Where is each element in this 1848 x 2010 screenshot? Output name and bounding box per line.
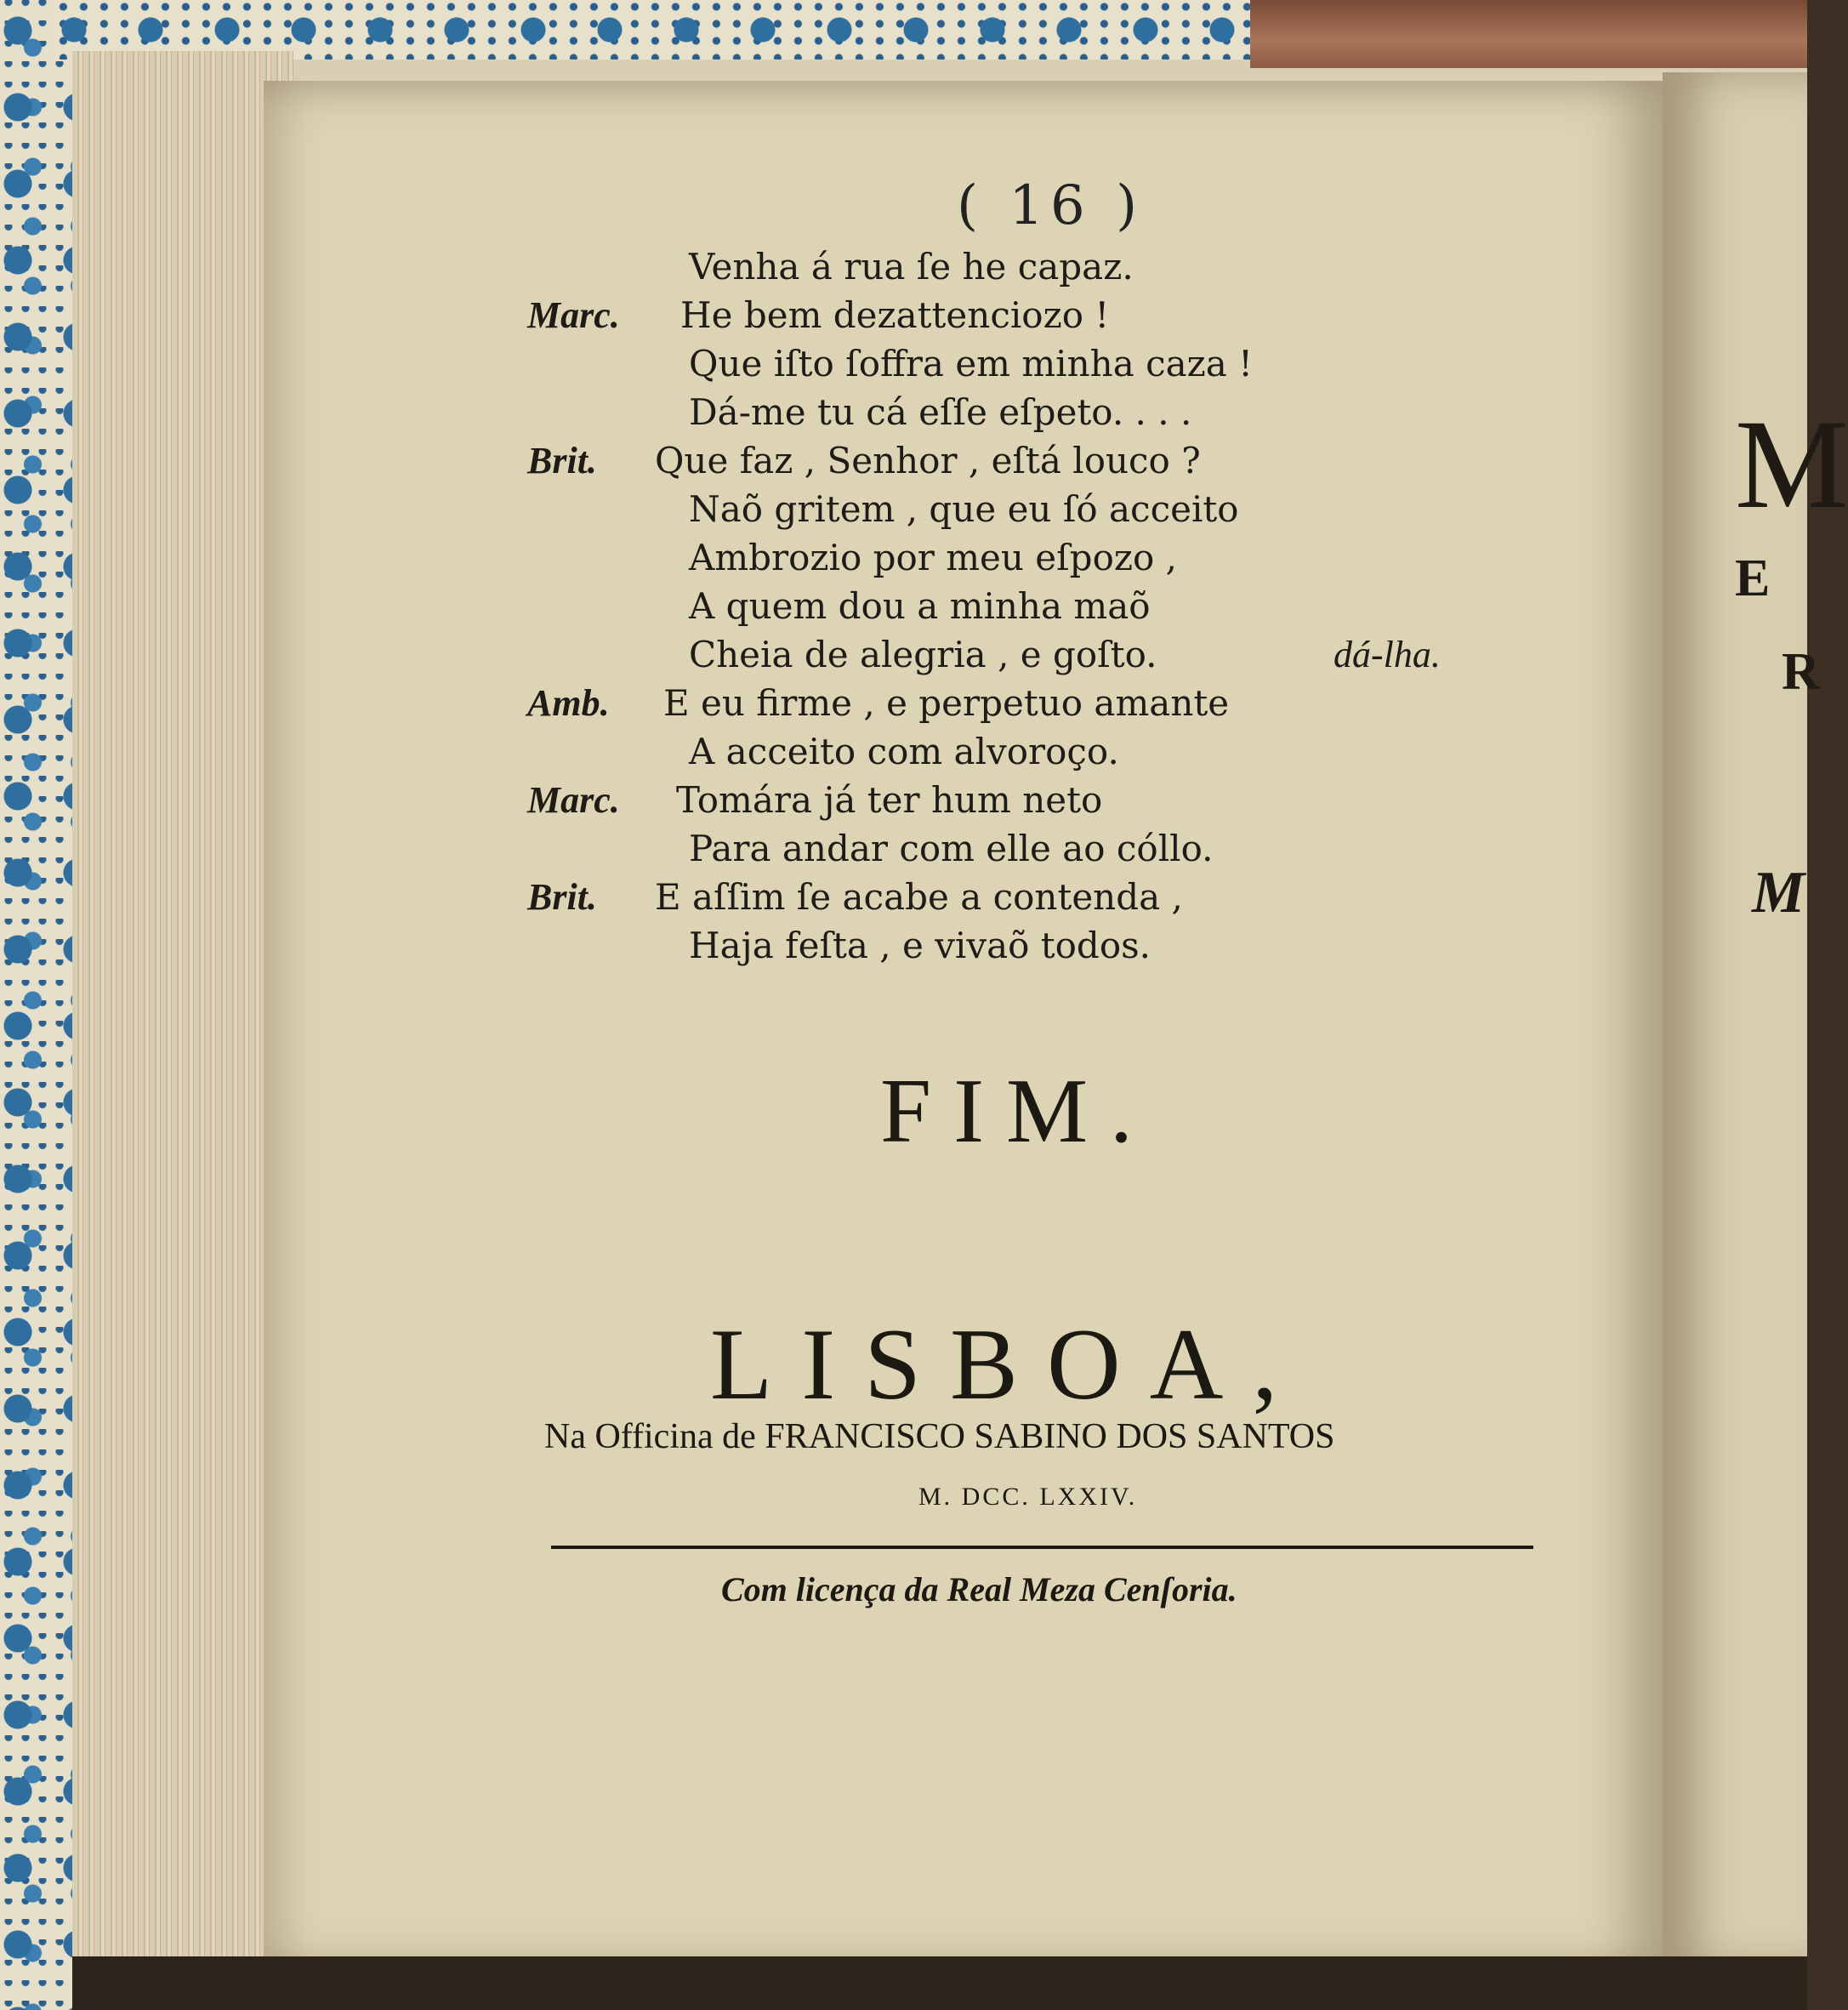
verse-line (527, 533, 1548, 582)
speaker-name: Marc. (527, 294, 620, 336)
verse-line (527, 921, 1548, 970)
page-number: ( 16 ) (957, 174, 1145, 237)
verse-line (527, 485, 1548, 533)
facing-glyph: R (1782, 643, 1820, 701)
facing-glyph: M (1752, 860, 1805, 925)
verse-text: Que faz , Senhor , eſtá louco ? (655, 440, 1201, 481)
imprint-city: LISBOA, (710, 1307, 1307, 1421)
verse-text: Para andar com elle ao cóllo. (689, 828, 1214, 869)
leather-binding (1250, 0, 1807, 68)
stage-direction: dá-lha. (1333, 634, 1441, 675)
verse-block (527, 242, 1548, 970)
verse-text: He bem dezattenciozo ! (680, 294, 1110, 336)
speaker-name: Amb. (527, 682, 610, 724)
facing-page (1663, 72, 1848, 1969)
verse-text: Venha á rua ſe he capaz. (689, 246, 1134, 288)
imprint-printer: Na Officina de FRANCISCO SABINO DOS SANTOS (544, 1417, 1335, 1456)
imprint-year: M. DCC. LXXIV. (918, 1483, 1138, 1511)
verse-text: Tomára já ter hum neto (676, 779, 1103, 821)
verse-line (527, 436, 1548, 485)
facing-glyph: E (1735, 549, 1771, 607)
licence-note: Com licença da Real Meza Cenſoria. (721, 1570, 1237, 1609)
verse-text: E aſſim ſe acabe a contenda , (655, 876, 1183, 918)
verse-line (527, 727, 1548, 776)
end-heading: FIM. (880, 1061, 1156, 1162)
verse-text: A quem dou a minha maõ (689, 585, 1151, 627)
verse-text: Que iſto ſoffra em minha caza ! (689, 343, 1254, 384)
divider-rule (551, 1546, 1533, 1549)
verse-line (527, 630, 1548, 679)
verse-line (527, 776, 1548, 824)
verse-text: A acceito com alvoroço. (689, 731, 1119, 772)
page-edges (72, 51, 293, 1956)
verse-text: E eu firme , e perpetuo amante (663, 682, 1230, 724)
verse-text: Haja feſta , e vivaõ todos. (689, 925, 1151, 966)
verse-line (527, 339, 1548, 388)
verse-text: Ambrozio por meu eſpozo , (689, 537, 1177, 578)
verse-line (527, 582, 1548, 630)
speaker-name: Brit. (527, 876, 597, 918)
marbled-cover-left (0, 0, 81, 2010)
speaker-name: Brit. (527, 440, 597, 481)
verse-line (527, 291, 1548, 339)
verse-line (527, 824, 1548, 873)
verse-line (527, 388, 1548, 436)
binding-shadow (72, 1956, 1807, 2010)
verse-line (527, 873, 1548, 921)
verse-text: Naõ gritem , que eu ſó acceito (689, 488, 1239, 530)
verse-line (527, 679, 1548, 727)
verse-text: Dá-me tu cá eſſe eſpeto. . . . (689, 391, 1192, 433)
verse-line (527, 242, 1548, 291)
verse-text: Cheia de alegria , e goſto. (689, 634, 1157, 675)
facing-glyph: M (1735, 394, 1848, 535)
speaker-name: Marc. (527, 779, 620, 821)
